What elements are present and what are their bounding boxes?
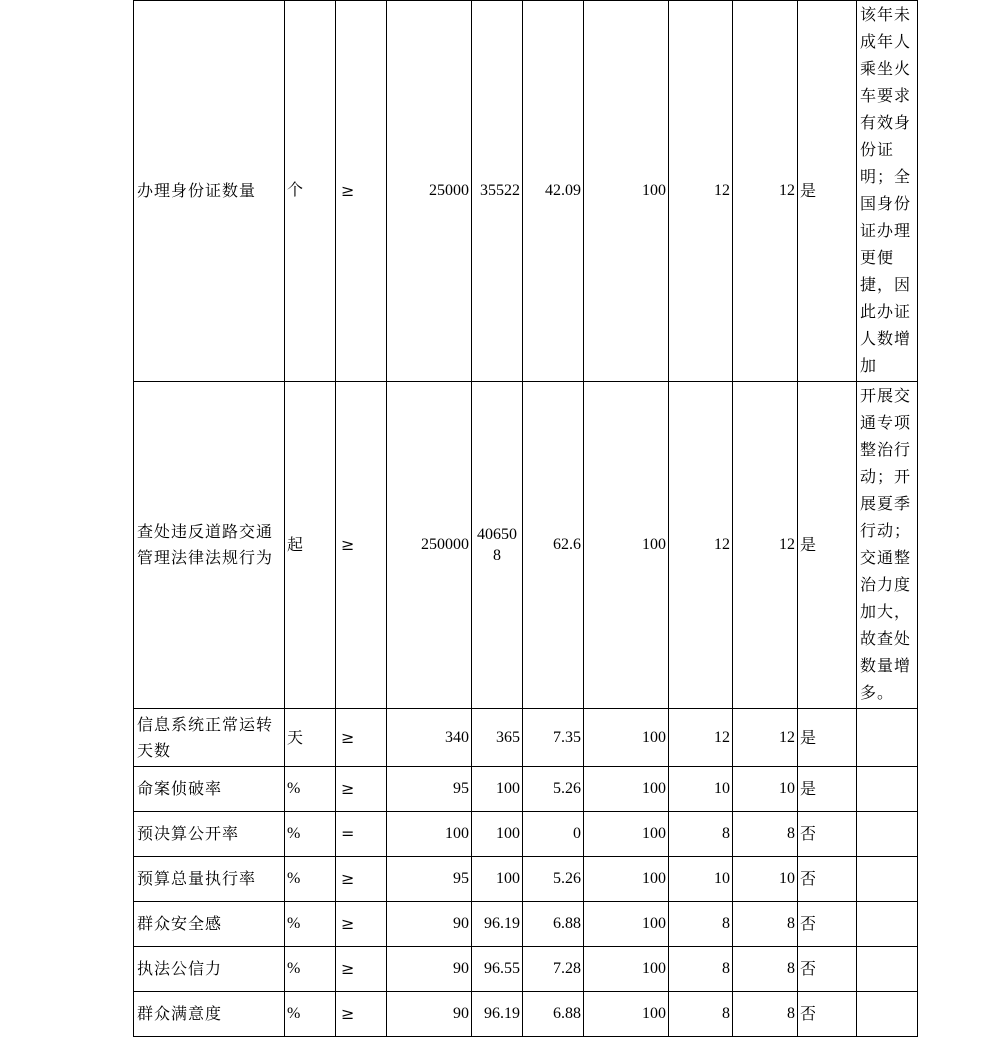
note-cell bbox=[857, 947, 918, 992]
flag-cell: 是 bbox=[798, 382, 857, 709]
weight-value: 10 bbox=[669, 857, 733, 902]
spacer-cell bbox=[918, 812, 919, 857]
score-base-value: 100 bbox=[584, 902, 669, 947]
note-cell bbox=[857, 709, 918, 767]
actual-value: 100 bbox=[472, 767, 523, 812]
target-value: 340 bbox=[387, 709, 472, 767]
table-row bbox=[134, 947, 919, 992]
unit-cell: 天 bbox=[285, 709, 336, 767]
actual-value: 96.19 bbox=[472, 992, 523, 1037]
indicator-name: 查处违反道路交通管理法律法规行为 bbox=[134, 382, 285, 709]
note-cell: 开展交通专项整治行动；开展夏季行动；交通整治力度加大，故查处数量增多。 bbox=[857, 382, 918, 709]
actual-value: 96.19 bbox=[472, 902, 523, 947]
score-value: 8 bbox=[733, 902, 798, 947]
actual-value: 365 bbox=[472, 709, 523, 767]
table-row bbox=[134, 857, 919, 902]
weight-value: 10 bbox=[669, 767, 733, 812]
spacer-cell bbox=[918, 709, 919, 767]
note-cell bbox=[857, 812, 918, 857]
flag-cell: 是 bbox=[798, 709, 857, 767]
unit-cell: % bbox=[285, 857, 336, 902]
comparator-cell: ≥ bbox=[336, 947, 387, 992]
note-cell bbox=[857, 767, 918, 812]
weight-value: 12 bbox=[669, 1, 733, 382]
deviation-value: 7.28 bbox=[523, 947, 584, 992]
target-value: 95 bbox=[387, 857, 472, 902]
indicator-name: 预算总量执行率 bbox=[134, 857, 285, 902]
score-base-value: 100 bbox=[584, 812, 669, 857]
flag-cell: 是 bbox=[798, 1, 857, 382]
target-value: 90 bbox=[387, 947, 472, 992]
target-value: 25000 bbox=[387, 1, 472, 382]
score-value: 10 bbox=[733, 767, 798, 812]
deviation-value: 6.88 bbox=[523, 992, 584, 1037]
score-base-value: 100 bbox=[584, 947, 669, 992]
deviation-value: 0 bbox=[523, 812, 584, 857]
indicator-name: 办理身份证数量 bbox=[134, 1, 285, 382]
score-base-value: 100 bbox=[584, 857, 669, 902]
actual-value: 96.55 bbox=[472, 947, 523, 992]
table-row bbox=[134, 382, 919, 709]
flag-cell: 是 bbox=[798, 767, 857, 812]
indicator-name: 信息系统正常运转天数 bbox=[134, 709, 285, 767]
weight-value: 8 bbox=[669, 947, 733, 992]
score-value: 8 bbox=[733, 812, 798, 857]
indicator-name: 执法公信力 bbox=[134, 947, 285, 992]
deviation-value: 62.6 bbox=[523, 382, 584, 709]
note-cell bbox=[857, 992, 918, 1037]
indicator-name: 群众满意度 bbox=[134, 992, 285, 1037]
table-row bbox=[134, 902, 919, 947]
flag-cell: 否 bbox=[798, 947, 857, 992]
deviation-value: 5.26 bbox=[523, 857, 584, 902]
score-value: 12 bbox=[733, 709, 798, 767]
flag-cell: 否 bbox=[798, 902, 857, 947]
deviation-value: 7.35 bbox=[523, 709, 584, 767]
comparator-cell: ≥ bbox=[336, 767, 387, 812]
weight-value: 12 bbox=[669, 382, 733, 709]
deviation-value: 6.88 bbox=[523, 902, 584, 947]
score-base-value: 100 bbox=[584, 767, 669, 812]
indicator-name: 命案侦破率 bbox=[134, 767, 285, 812]
unit-cell: 起 bbox=[285, 382, 336, 709]
indicator-name: 群众安全感 bbox=[134, 902, 285, 947]
actual-value: 35522 bbox=[472, 1, 523, 382]
spacer-cell bbox=[918, 857, 919, 902]
actual-value: 100 bbox=[472, 812, 523, 857]
spacer-cell bbox=[918, 382, 919, 709]
table-row bbox=[134, 812, 919, 857]
comparator-cell: ≥ bbox=[336, 382, 387, 709]
target-value: 250000 bbox=[387, 382, 472, 709]
spacer-cell bbox=[918, 1, 919, 382]
target-value: 100 bbox=[387, 812, 472, 857]
unit-cell: % bbox=[285, 947, 336, 992]
deviation-value: 42.09 bbox=[523, 1, 584, 382]
spacer-cell bbox=[918, 947, 919, 992]
unit-cell: % bbox=[285, 992, 336, 1037]
score-value: 8 bbox=[733, 992, 798, 1037]
indicator-name: 预决算公开率 bbox=[134, 812, 285, 857]
spacer-cell bbox=[918, 902, 919, 947]
note-cell: 该年未成年人乘坐火车要求有效身份证明；全国身份证办理更便捷，因此办证人数增加 bbox=[857, 1, 918, 382]
score-base-value: 100 bbox=[584, 382, 669, 709]
table-row bbox=[134, 1, 919, 382]
target-value: 90 bbox=[387, 902, 472, 947]
comparator-cell: ≥ bbox=[336, 992, 387, 1037]
flag-cell: 否 bbox=[798, 857, 857, 902]
flag-cell: 否 bbox=[798, 812, 857, 857]
target-value: 95 bbox=[387, 767, 472, 812]
actual-value: 406508 bbox=[472, 382, 523, 709]
unit-cell: % bbox=[285, 902, 336, 947]
comparator-cell: ≥ bbox=[336, 709, 387, 767]
note-cell bbox=[857, 902, 918, 947]
score-value: 12 bbox=[733, 382, 798, 709]
score-value: 12 bbox=[733, 1, 798, 382]
comparator-cell: ≥ bbox=[336, 1, 387, 382]
unit-cell: 个 bbox=[285, 1, 336, 382]
unit-cell: % bbox=[285, 812, 336, 857]
performance-indicator-table bbox=[133, 0, 919, 1037]
flag-cell: 否 bbox=[798, 992, 857, 1037]
score-base-value: 100 bbox=[584, 992, 669, 1037]
weight-value: 8 bbox=[669, 812, 733, 857]
target-value: 90 bbox=[387, 992, 472, 1037]
spacer-cell bbox=[918, 992, 919, 1037]
weight-value: 8 bbox=[669, 992, 733, 1037]
weight-value: 8 bbox=[669, 902, 733, 947]
comparator-cell: = bbox=[336, 812, 387, 857]
weight-value: 12 bbox=[669, 709, 733, 767]
spacer-cell bbox=[918, 767, 919, 812]
table-row bbox=[134, 992, 919, 1037]
comparator-cell: ≥ bbox=[336, 902, 387, 947]
table-row bbox=[134, 767, 919, 812]
actual-value: 100 bbox=[472, 857, 523, 902]
unit-cell: % bbox=[285, 767, 336, 812]
comparator-cell: ≥ bbox=[336, 857, 387, 902]
score-base-value: 100 bbox=[584, 709, 669, 767]
deviation-value: 5.26 bbox=[523, 767, 584, 812]
table-row bbox=[134, 709, 919, 767]
score-value: 8 bbox=[733, 947, 798, 992]
note-cell bbox=[857, 857, 918, 902]
score-base-value: 100 bbox=[584, 1, 669, 382]
score-value: 10 bbox=[733, 857, 798, 902]
